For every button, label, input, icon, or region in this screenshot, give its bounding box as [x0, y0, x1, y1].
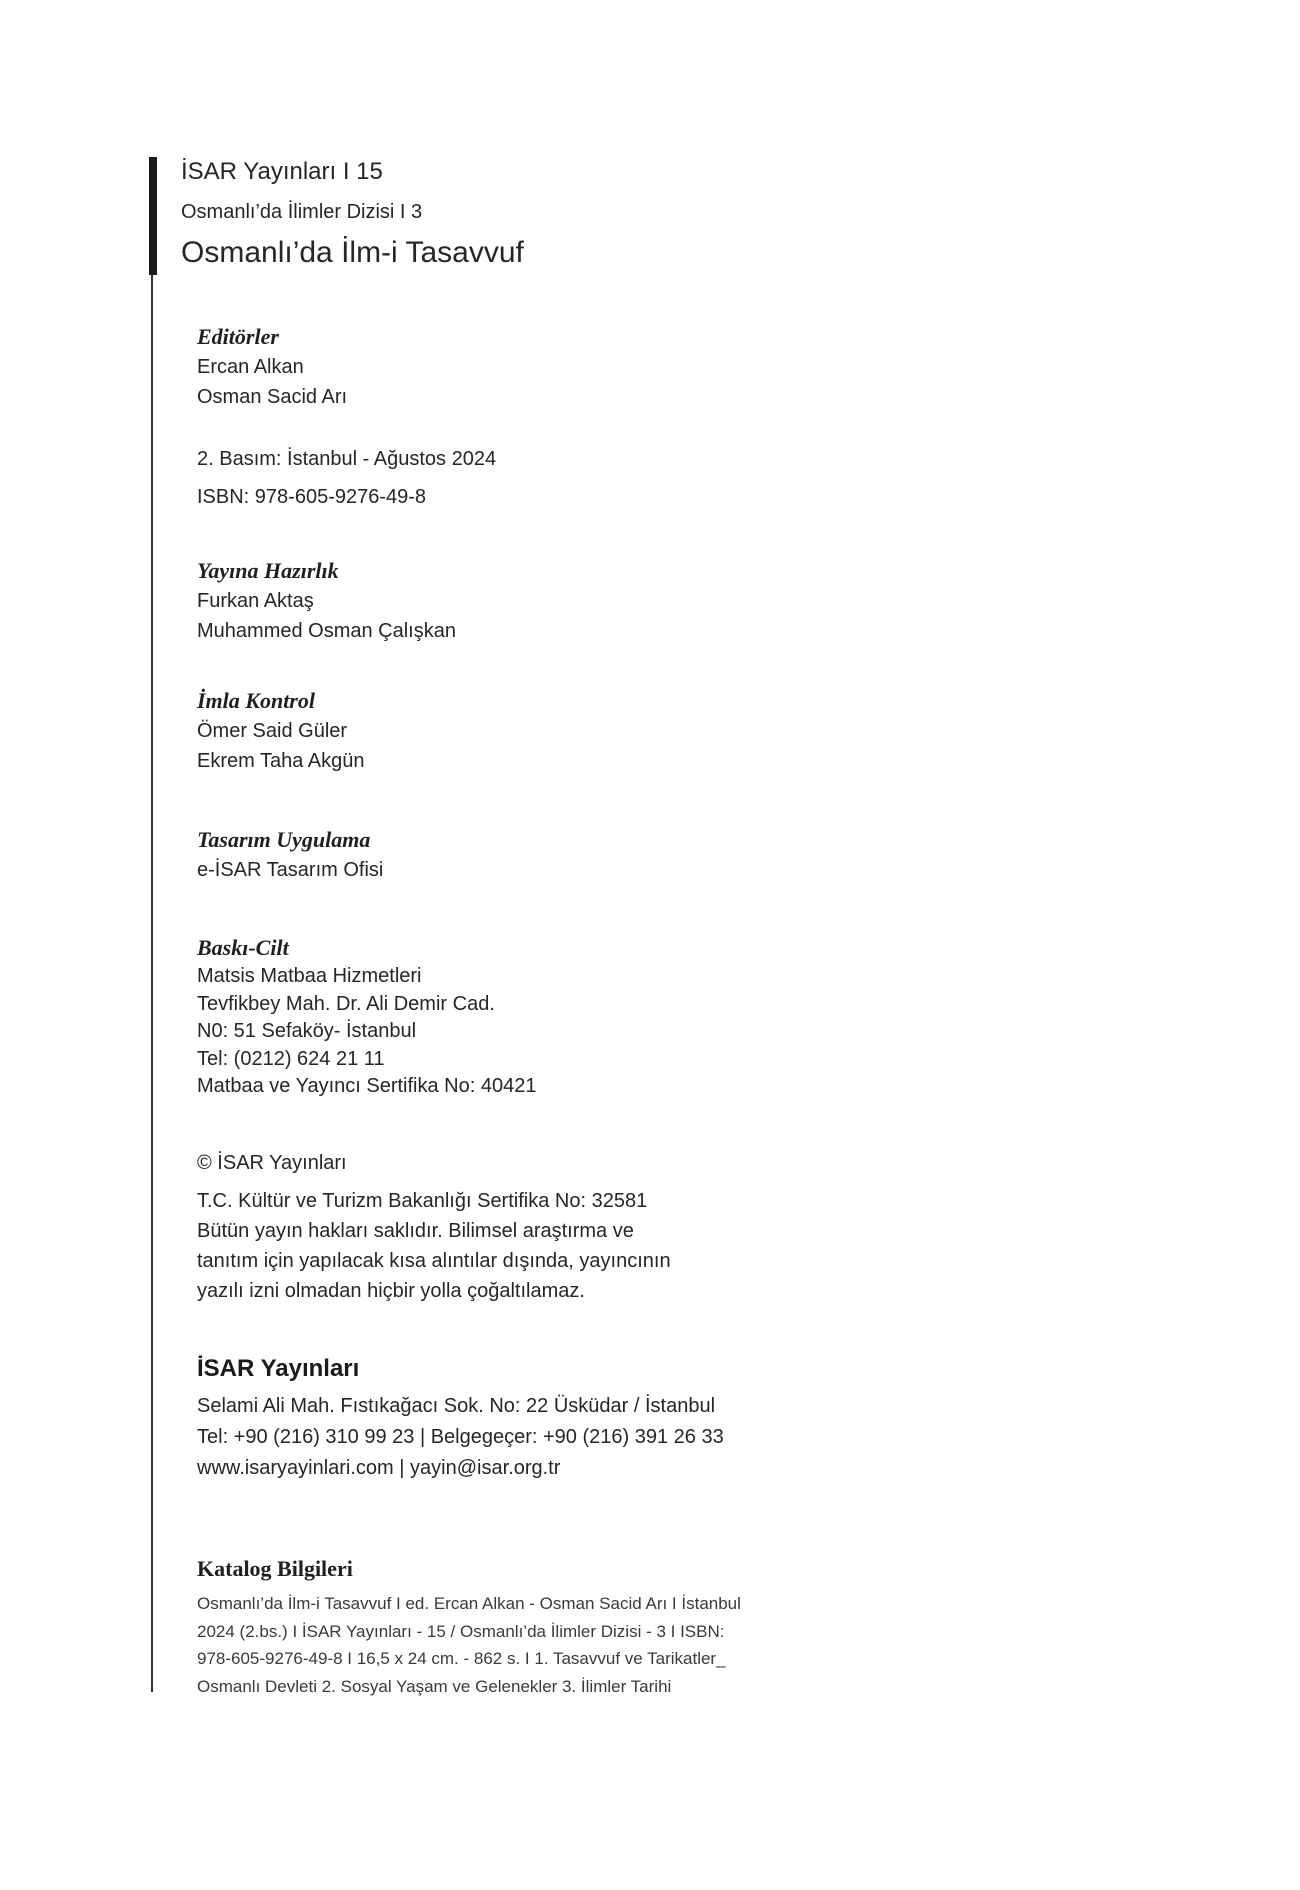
catalog-line: Osmanlı’da İlm-i Tasavvuf I ed. Ercan Alkan - Osman Sacid Arı I İstanbul — [197, 1594, 741, 1613]
editors-section — [197, 322, 347, 412]
publisher-name: İSAR Yayınları — [197, 1355, 360, 1382]
copyright-line: T.C. Kültür ve Turizm Bakanlığı Sertifika No: 32581 — [197, 1190, 648, 1212]
series-subseries: Osmanlı’da İlimler Dizisi I 3 — [181, 201, 423, 223]
copyright-line: yazılı izni olmadan hiçbir yolla çoğaltılamaz. — [197, 1280, 585, 1302]
printing-section — [197, 933, 536, 1101]
series-number: İSAR Yayınları I 15 — [181, 158, 383, 185]
preparation-section — [197, 556, 456, 646]
publisher-phone: Tel: +90 (216) 310 99 23 | Belgegeçer: +90 (216) 391 26 33 — [197, 1426, 724, 1448]
preparation-heading: Yayına Hazırlık — [197, 558, 339, 583]
copyright-line: Bütün yayın hakları saklıdır. Bilimsel araştırma ve — [197, 1220, 634, 1242]
printer-line: Tevfikbey Mah. Dr. Ali Demir Cad. — [197, 992, 495, 1015]
edition-info: 2. Basım: İstanbul - Ağustos 2024 — [197, 448, 497, 470]
printer-line: Matsis Matbaa Hizmetleri — [197, 965, 422, 987]
margin-rule — [151, 275, 153, 1692]
publisher-address: Selami Ali Mah. Fıstıkağacı Sok. No: 22 Üsküdar / İstanbul — [197, 1395, 716, 1417]
design-heading: Tasarım Uygulama — [197, 827, 371, 852]
designer-name: e-İSAR Tasarım Ofisi — [197, 859, 384, 881]
editor-name: Osman Sacid Arı — [197, 386, 348, 408]
book-title: Osmanlı’da İlm-i Tasavvuf — [181, 236, 524, 269]
publisher-section — [197, 1353, 724, 1484]
copyright-holder: © İSAR Yayınları — [197, 1152, 347, 1174]
copyright-section — [197, 1148, 671, 1306]
catalog-line: Osmanlı Devleti 2. Sosyal Yaşam ve Gelenekler 3. İlimler Tarihi — [197, 1676, 672, 1696]
printer-line: N0: 51 Sefaköy- İstanbul — [197, 1020, 417, 1042]
catalog-line: 2024 (2.bs.) I İSAR Yayınları - 15 / Osmanlı’da İlimler Dizisi - 3 I ISBN: — [197, 1621, 725, 1641]
editors-heading: Editörler — [197, 324, 279, 349]
catalog-line: 978-605-9276-49-8 I 16,5 x 24 cm. - 862 s. I 1. Tasavvuf ve Tarikatler_ — [197, 1649, 726, 1668]
publisher-web: www.isaryayinlari.com | yayin@isar.org.tr — [197, 1457, 561, 1479]
proofreader-name: Ömer Said Güler — [197, 720, 348, 742]
spelling-section — [197, 686, 365, 776]
preparer-name: Muhammed Osman Çalışkan — [197, 620, 456, 642]
copyright-line: tanıtım için yapılacak kısa alıntılar dışında, yayıncının — [197, 1250, 671, 1272]
preparer-name: Furkan Aktaş — [197, 590, 314, 612]
spelling-heading: İmla Kontrol — [197, 688, 315, 713]
series-accent-bar — [149, 157, 157, 275]
isbn: ISBN: 978-605-9276-49-8 — [197, 486, 427, 508]
series-block — [181, 157, 524, 271]
edition-section — [197, 440, 496, 516]
printer-line: Tel: (0212) 624 21 11 — [197, 1047, 385, 1070]
catalog-section — [197, 1554, 741, 1700]
design-section — [197, 825, 383, 885]
proofreader-name: Ekrem Taha Akgün — [197, 750, 365, 772]
printing-heading: Baskı-Cilt — [197, 935, 289, 960]
catalog-heading: Katalog Bilgileri — [197, 1556, 353, 1581]
printer-line: Matbaa ve Yayıncı Sertifika No: 40421 — [197, 1075, 537, 1097]
editor-name: Ercan Alkan — [197, 356, 304, 378]
